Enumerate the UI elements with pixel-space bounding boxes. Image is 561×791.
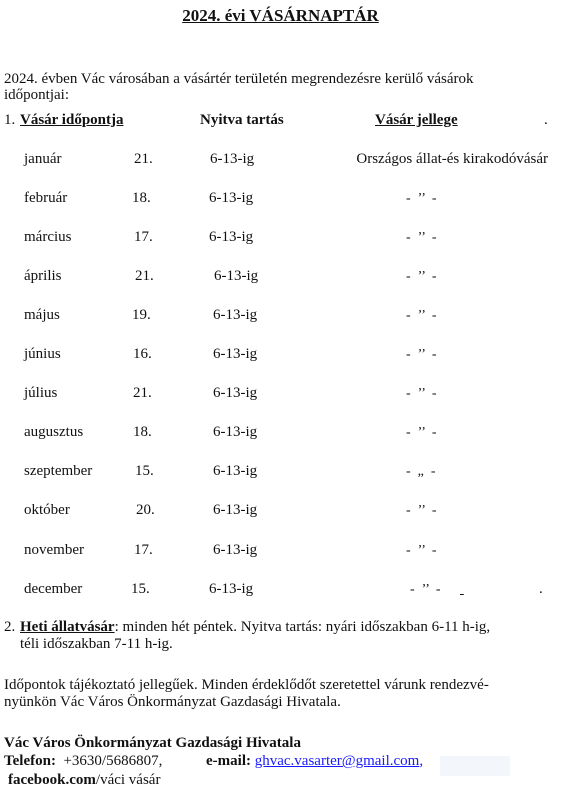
row-month: április	[24, 268, 62, 284]
row-hours: 6-13-ig	[213, 502, 258, 518]
section2-line-1	[20, 619, 490, 636]
row-type: - ’’ -	[406, 425, 437, 440]
row-day: 16.	[133, 346, 152, 362]
row-day: 21.	[134, 151, 153, 167]
row-type: - ’’ -	[406, 347, 437, 362]
row-hours: 6-13-ig	[213, 424, 258, 440]
row-hours: 6-13-ig	[209, 581, 254, 597]
column-header-trail: .	[544, 112, 548, 128]
row-type: - ’’ -	[406, 308, 437, 323]
row-type: - ’’ -	[406, 191, 437, 206]
row-day: 18.	[132, 190, 151, 206]
row-hours: 6-13-ig	[213, 542, 258, 558]
row-month: szeptember	[24, 463, 93, 479]
row-type: - ’’ -	[406, 269, 437, 284]
row-type: - ’’ -	[406, 543, 437, 558]
row-type: - ’’ -	[410, 582, 441, 597]
row-type: - ’’ -	[406, 230, 437, 245]
phone-number[interactable]: +3630/5686807,	[63, 753, 163, 769]
row-hours: 6-13-ig	[209, 190, 254, 206]
row-hours: 6-13-ig	[214, 268, 259, 284]
contact-phone-line	[4, 753, 162, 770]
section2-line-2: téli időszakban 7-11 h-ig.	[20, 636, 173, 652]
row-day: 20.	[136, 502, 155, 518]
row-day: 21.	[135, 268, 154, 284]
column-header-type: Vásár jellege	[375, 112, 458, 128]
row-type: - „ -	[406, 464, 436, 479]
row-day: 17.	[134, 542, 153, 558]
row-underline	[460, 581, 538, 598]
row-day: 18.	[133, 424, 152, 440]
row-hours: 6-13-ig	[213, 346, 258, 362]
row-type: - ’’ -	[406, 386, 437, 401]
email-trail: ,	[419, 753, 424, 769]
row-day: 21.	[133, 385, 152, 401]
row-month: augusztus	[24, 424, 84, 440]
email-link[interactable]: ghvac.vasarter@gmail.com	[254, 753, 420, 769]
column-header-hours: Nyitva tartás	[200, 112, 284, 128]
intro-line-2: időpontjai:	[4, 87, 69, 103]
section2-number: 2.	[4, 619, 16, 635]
row-hours: 6-13-ig	[213, 385, 258, 401]
email-label: e-mail:	[206, 753, 251, 769]
row-month: február	[24, 190, 68, 206]
facebook-path[interactable]: /váci vásár	[95, 772, 161, 788]
note-line-1: Időpontok tájékoztató jellegűek. Minden érdeklődőt szeretettel várunk rendezvé-	[4, 677, 489, 693]
contact-facebook-line	[8, 772, 160, 789]
row-month: március	[24, 229, 72, 245]
phone-label: Telefon:	[4, 753, 56, 769]
contact-org: Vác Város Önkormányzat Gazdasági Hivatala	[4, 735, 301, 751]
row-hours: 6-13-ig	[213, 463, 258, 479]
section1-number: 1.	[4, 112, 16, 128]
row-month: június	[24, 346, 61, 362]
row-day: 15.	[135, 463, 154, 479]
row-type: - ’’ -	[406, 503, 437, 518]
row-day: 17.	[134, 229, 153, 245]
row-day: 15.	[131, 581, 150, 597]
row-hours: 6-13-ig	[213, 307, 258, 323]
section2-line-1-rest: : minden hét péntek. Nyitva tartás: nyári időszakban 6-11 h-ig,	[114, 619, 491, 635]
row-trail: .	[539, 581, 543, 597]
row-type: Országos állat-és kirakodóvásár	[356, 151, 548, 167]
row-month: december	[24, 581, 83, 597]
note-line-2: nyünkön Vác Város Önkormányzat Gazdasági Hivatala.	[4, 694, 341, 710]
contact-email-line	[206, 753, 423, 770]
column-header-date: Vásár időpontja	[20, 112, 124, 128]
row-hours: 6-13-ig	[210, 151, 255, 167]
section2-heading: Heti állatvásár	[20, 619, 115, 635]
row-day: 19.	[132, 307, 151, 323]
facebook-domain[interactable]: facebook.com	[8, 772, 96, 788]
row-month: július	[24, 385, 58, 401]
row-month: május	[24, 307, 60, 323]
intro-line-1: 2024. évben Vác városában a vásártér területén megrendezésre kerülő vásárok	[4, 71, 474, 87]
page-title: 2024. évi VÁSÁRNAPTÁR	[182, 6, 379, 25]
row-month: január	[24, 151, 62, 167]
row-month: november	[24, 542, 84, 558]
row-hours: 6-13-ig	[209, 229, 254, 245]
highlight-box	[440, 756, 510, 776]
row-month: október	[24, 502, 70, 518]
